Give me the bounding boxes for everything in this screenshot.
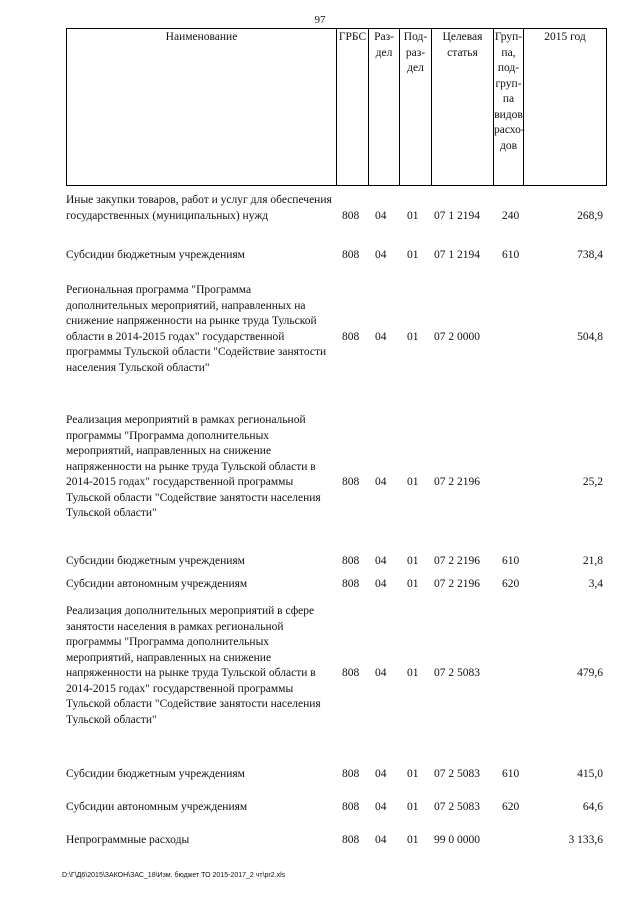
row-sum: 415,0 — [577, 768, 603, 780]
row-name: Субсидии автономным учреждениям — [66, 801, 248, 813]
row-razdel: 04 — [375, 834, 387, 846]
row-podrazdel: 01 — [407, 331, 419, 343]
row-grbs: 808 — [342, 331, 360, 343]
row-name: Региональная программа "Программа дополнительных мероприятий, направленных на снижение напряженности на рынке труда Тульской области в 2014-2015 годах" государственной программы Тульской области "Содействие занятости населения Тульской области" — [66, 284, 327, 374]
row-sum: 479,6 — [577, 667, 603, 679]
row-grbs: 808 — [342, 249, 360, 261]
row-name: Субсидии бюджетным учреждениям — [66, 555, 245, 567]
row-razdel: 04 — [375, 210, 387, 222]
row-name: Субсидии бюджетным учреждениям — [66, 768, 245, 780]
row-celevaya: 07 2 2196 — [434, 555, 480, 567]
row-razdel: 04 — [375, 249, 387, 261]
row-grbs: 808 — [342, 801, 360, 813]
header-celevaya: Целевая статья — [432, 29, 494, 185]
row-celevaya: 07 2 2196 — [434, 578, 480, 590]
page-number: 97 — [314, 14, 326, 26]
row-grbs: 808 — [342, 555, 360, 567]
row-razdel: 04 — [375, 331, 387, 343]
row-celevaya: 99 0 0000 — [434, 834, 480, 846]
row-sum: 25,2 — [582, 476, 603, 488]
row-podrazdel: 01 — [407, 667, 419, 679]
header-razdel: Раз- дел — [369, 29, 400, 185]
row-podrazdel: 01 — [407, 249, 419, 261]
row-sum: 64,6 — [582, 801, 603, 813]
row-celevaya: 07 2 2196 — [434, 476, 480, 488]
row-sum: 3 133,6 — [568, 834, 603, 846]
row-celevaya: 07 2 5083 — [434, 667, 480, 679]
row-podrazdel: 01 — [407, 555, 419, 567]
row-razdel: 04 — [375, 801, 387, 813]
row-razdel: 04 — [375, 476, 387, 488]
row-celevaya: 07 1 2194 — [434, 210, 480, 222]
row-sum: 3,4 — [588, 578, 603, 590]
row-podrazdel: 01 — [407, 210, 419, 222]
row-podrazdel: 01 — [407, 834, 419, 846]
row-grbs: 808 — [342, 476, 360, 488]
row-sum: 21,8 — [582, 555, 603, 567]
row-podrazdel: 01 — [407, 768, 419, 780]
row-name: Субсидии бюджетным учреждениям — [66, 249, 245, 261]
row-sum: 504,8 — [577, 331, 603, 343]
row-grbs: 808 — [342, 210, 360, 222]
row-celevaya: 07 2 5083 — [434, 801, 480, 813]
header-grbs: ГРБС — [337, 29, 369, 185]
row-vid: 610 — [502, 555, 520, 567]
row-grbs: 808 — [342, 834, 360, 846]
row-name: Реализация мероприятий в рамках региональной программы "Программа дополнительных мероприятий, направленных на снижение напряженности на рынке труда Тульской области в 2014-2015 годах" государственной программы Тульской области "Содействие занятости населения Тульской области" — [66, 414, 321, 519]
row-razdel: 04 — [375, 768, 387, 780]
row-sum: 268,9 — [577, 210, 603, 222]
header-name: Наименование — [67, 29, 337, 185]
row-vid: 610 — [502, 249, 520, 261]
row-grbs: 808 — [342, 667, 360, 679]
row-vid: 620 — [502, 801, 520, 813]
row-name: Непрограммные расходы — [66, 834, 190, 846]
row-vid: 620 — [502, 578, 520, 590]
row-razdel: 04 — [375, 578, 387, 590]
row-grbs: 808 — [342, 768, 360, 780]
row-razdel: 04 — [375, 667, 387, 679]
row-celevaya: 07 2 0000 — [434, 331, 480, 343]
header-podrazdel: Под- раз- дел — [400, 29, 432, 185]
header-gruppa: Груп- па, под- груп- па видов расхо- дов — [494, 29, 524, 185]
header-year: 2015 год — [544, 31, 586, 43]
row-sum: 738,4 — [577, 249, 603, 261]
row-podrazdel: 01 — [407, 578, 419, 590]
row-razdel: 04 — [375, 555, 387, 567]
table-header — [66, 28, 607, 186]
row-podrazdel: 01 — [407, 801, 419, 813]
footer-file-path: D:\Г\Д6\2015\ЗАКОН\ЗАС_18\Изм. бюджет ТО 2015-2017_2 чт\pr2.xls — [62, 872, 286, 879]
row-vid: 240 — [502, 210, 520, 222]
row-name: Субсидии автономным учреждениям — [66, 578, 248, 590]
row-celevaya: 07 2 5083 — [434, 768, 480, 780]
row-grbs: 808 — [342, 578, 360, 590]
row-name: Иные закупки товаров, работ и услуг для обеспечения государственных (муниципальных) нужд — [66, 194, 332, 222]
row-podrazdel: 01 — [407, 476, 419, 488]
row-name: Реализация дополнительных мероприятий в сфере занятости населения в рамках региональной программы "Программа дополнительных мероприятий, направленных на снижение напряженности на рынке труда Тульской области в 2014-2015 годах" государственной программы Тульской области "Содействие занятости населения Тульской области" — [66, 605, 321, 726]
row-vid: 610 — [502, 768, 520, 780]
row-celevaya: 07 1 2194 — [434, 249, 480, 261]
